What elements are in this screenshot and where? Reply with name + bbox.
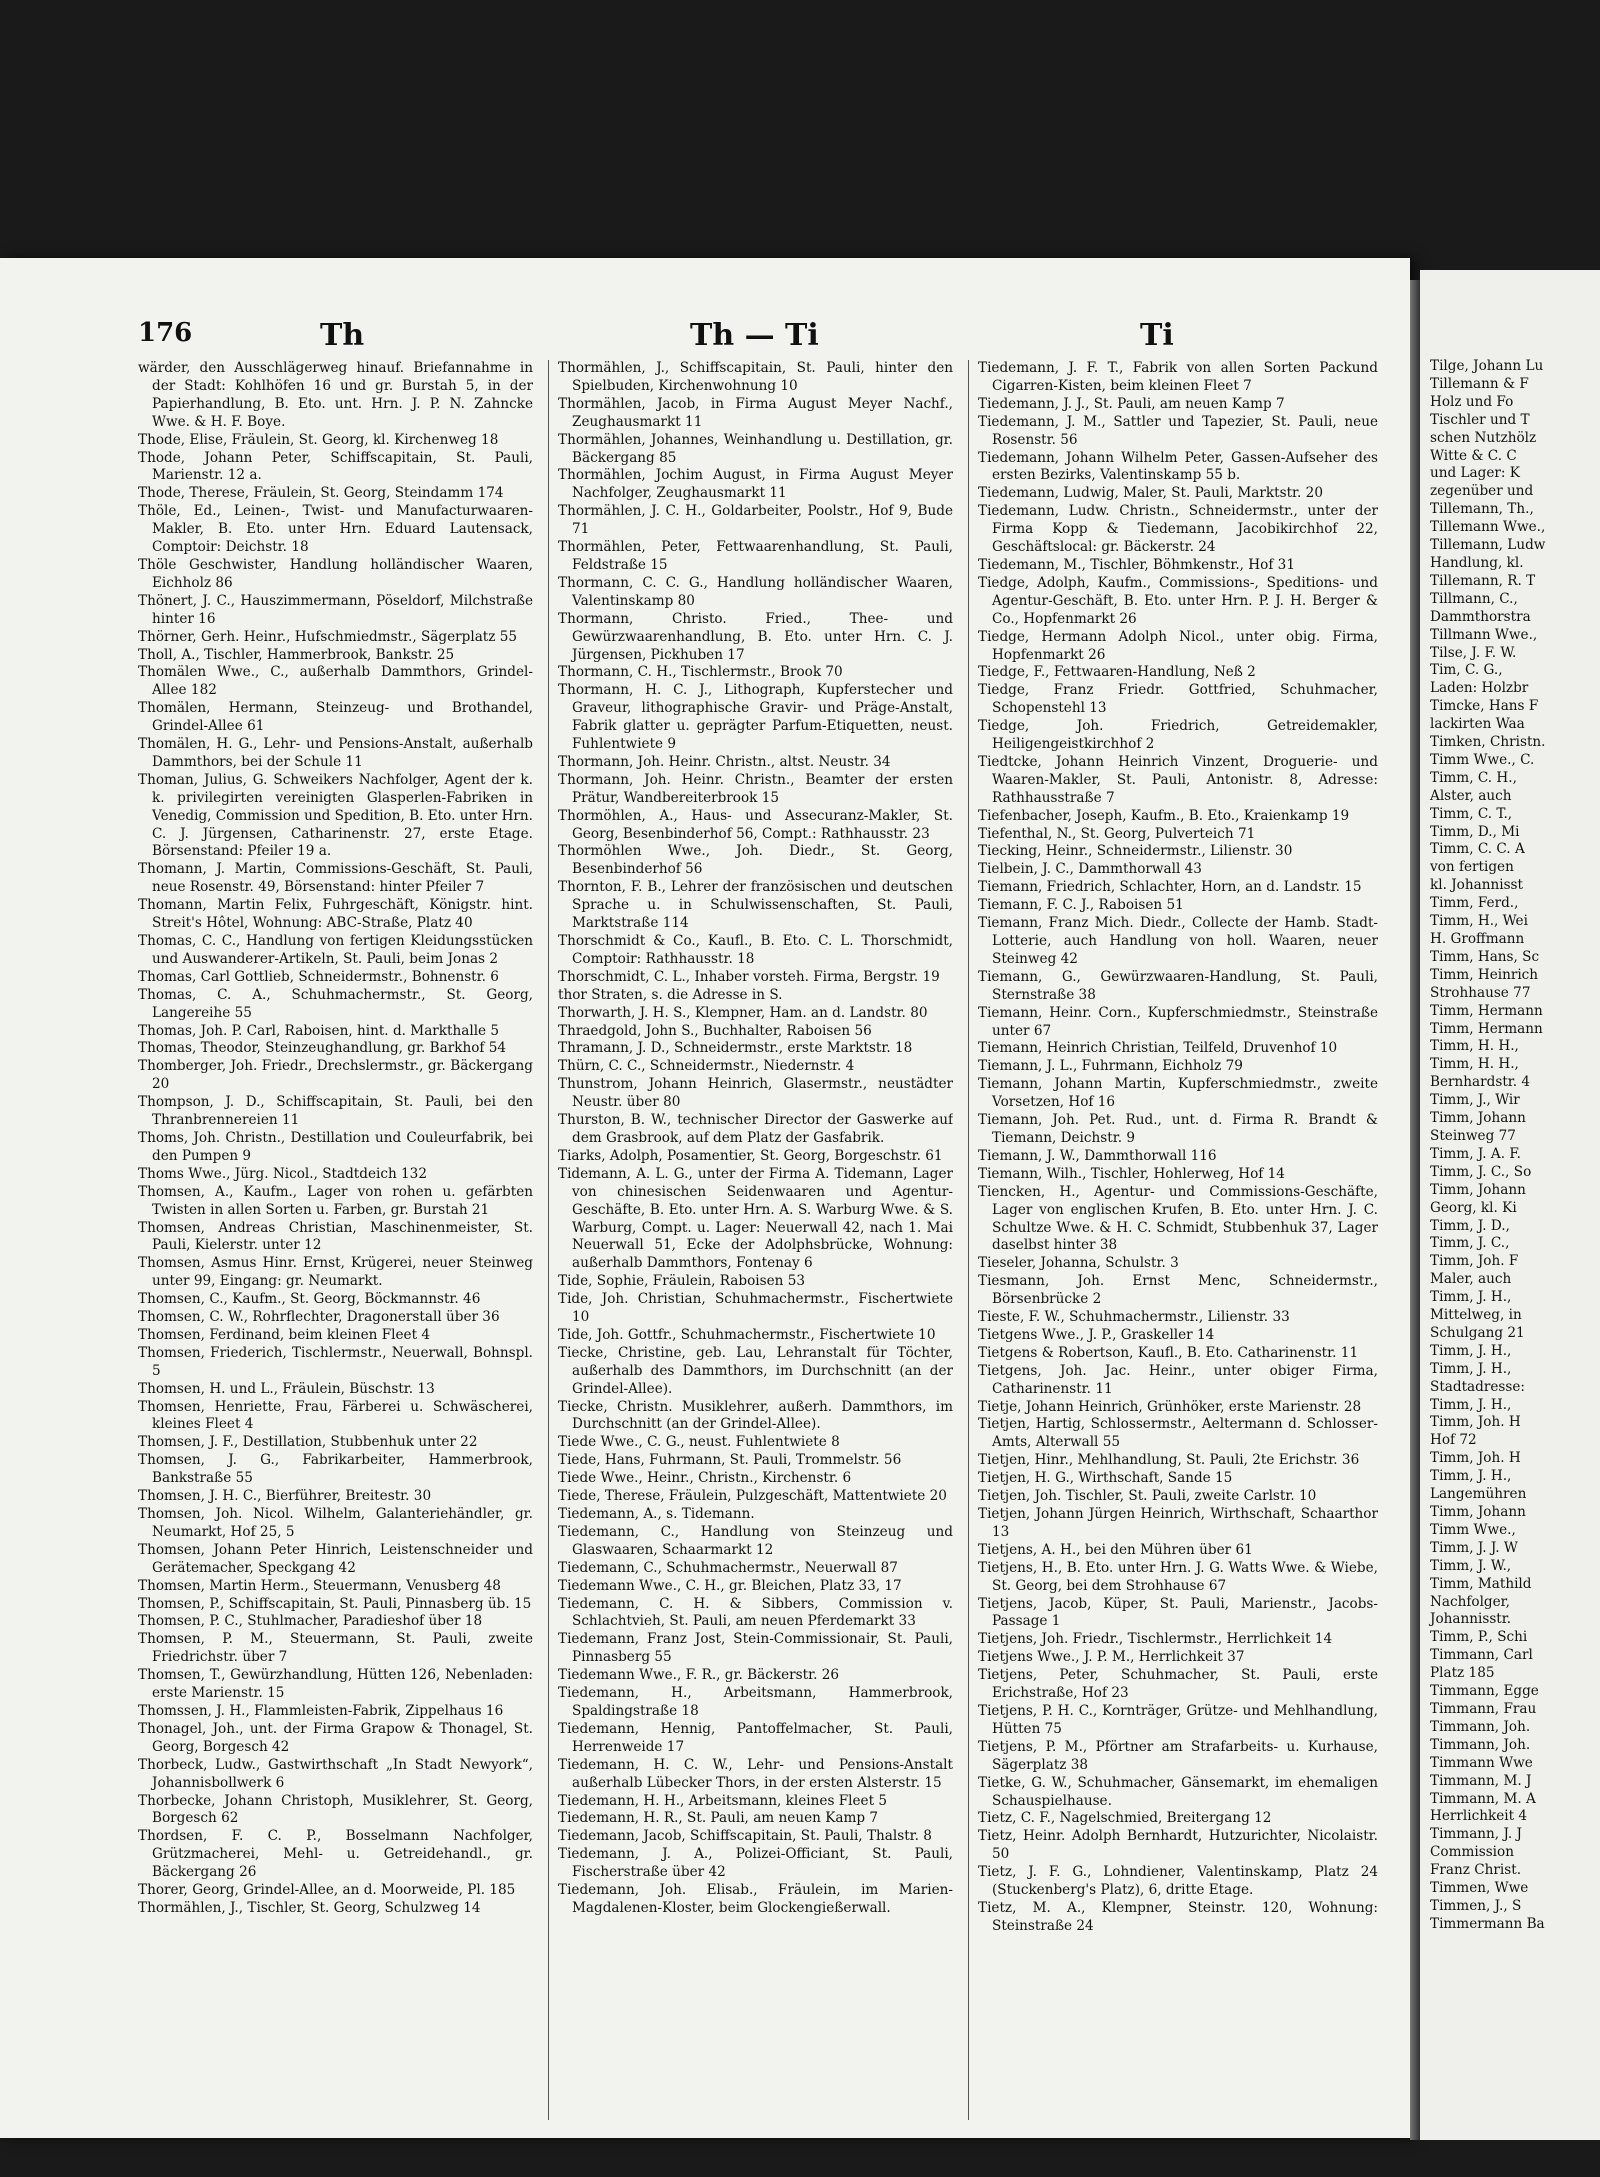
- directory-entry: Thormöhlen, A., Haus- und Assecuranz-Makler, St. Georg, Besenbinderhof 56, Compt.: Rathhausstr. 23: [558, 807, 953, 842]
- adjacent-entry: Nachfolger,: [1430, 1593, 1511, 1610]
- directory-entry: Thormann, Joh. Heinr. Christn., altst. Neustr. 34: [558, 753, 891, 770]
- directory-entry: Thomsen, T., Gewürzhandlung, Hütten 126, Nebenladen: erste Marienstr. 15: [138, 1667, 533, 1702]
- directory-entry: Tiemann, Heinrich Christian, Teilfeld, Druvenhof 10: [978, 1040, 1338, 1057]
- directory-entry: Tide, Sophie, Fräulein, Raboisen 53: [558, 1273, 805, 1290]
- directory-entry: Thorbecke, Johann Christoph, Musiklehrer, St. Georg, Borgesch 62: [138, 1792, 533, 1827]
- directory-entry: Thoman, Julius, G. Schweikers Nachfolger, Agent der k. k. privilegirten vereinigten Glasperlen-Fabriken in Venedig, Commission und Spedition, B. Eto. unter Hrn. C. J. Jürgensen, Catharinenstr. 27, erste Etage. Börsenstand: Pfeiler 19 a.: [138, 771, 533, 860]
- directory-entry: Thorschmidt, C. L., Inhaber vorsteh. Firma, Bergstr. 19: [558, 968, 940, 985]
- directory-entry: Thormählen, Peter, Fettwaarenhandlung, St. Pauli, Feldstraße 15: [558, 539, 953, 573]
- adjacent-entry: und Lager: K: [1430, 465, 1520, 482]
- directory-entry: Tietke, G. W., Schuhmacher, Gänsemarkt, im ehemaligen Schauspielhause.: [978, 1774, 1378, 1809]
- adjacent-entry: Tilse, J. F. W.: [1430, 644, 1517, 661]
- directory-entry: Thorschmidt & Co., Kaufl., B. Eto. C. L. Thorschmidt, Comptoir: Rathhausstr. 18: [558, 933, 953, 967]
- adjacent-entry: Timm, D., Mi: [1430, 823, 1520, 840]
- directory-entry: Thomsen, Joh. Nicol. Wilhelm, Galanteriehändler, gr. Neumarkt, Hof 25, 5: [138, 1506, 533, 1540]
- adjacent-entry: Timmann, Joh.: [1430, 1718, 1531, 1735]
- directory-entry: Thode, Elise, Fräulein, St. Georg, kl. Kirchenweg 18: [138, 431, 499, 448]
- adjacent-entry: Timm, Hermann: [1430, 1002, 1543, 1019]
- directory-entry: Tiedemann, Jacob, Schiffscapitain, St. Pauli, Thalstr. 8: [558, 1828, 932, 1845]
- directory-entry: Thomas, C. A., Schuhmachermstr., St. Georg, Langereihe 55: [138, 986, 533, 1021]
- directory-entry: Thormöhlen Wwe., Joh. Diedr., St. Georg, Besenbinderhof 56: [558, 843, 953, 878]
- adjacent-entry: kl. Johannisst: [1430, 877, 1523, 894]
- adjacent-entry: Timm, J. D.,: [1430, 1217, 1510, 1234]
- directory-entry: Thordsen, F. C. P., Bosselmann Nachfolger, Grützmacherei, Mehl- u. Getreidehandl., gr. Bäckergang 26: [138, 1828, 533, 1881]
- directory-entry: Thomas, Joh. P. Carl, Raboisen, hint. d. Markthalle 5: [138, 1022, 500, 1039]
- directory-entry: Tiarks, Adolph, Posamentier, St. Georg, Borgeschstr. 61: [558, 1147, 943, 1164]
- directory-entry: Tidemann, A. L. G., unter der Firma A. Tidemann, Lager von chinesischen Seidenwaaren und Agentur-Geschäfte, B. Eto. unter Hrn. A. S. Warburg Wwe. & S. Warburg, Compt. u. Lager: Neuerwall 42, nach 1. Mai Neuerwall 51, Ecke der Adolphsbrücke, Wohnung: außerhalb Dammthors, Fontenay 6: [558, 1165, 953, 1272]
- directory-entry: Thomsen, C., Kaufm., St. Georg, Böckmannstr. 46: [138, 1291, 481, 1308]
- directory-entry: Thürn, C. C., Schneidermstr., Niedernstr. 4: [558, 1058, 855, 1075]
- directory-entry: Thonagel, Joh., unt. der Firma Grapow & Thonagel, St. Georg, Borgesch 42: [138, 1720, 533, 1755]
- adjacent-entry: H. Groffmann: [1430, 931, 1525, 947]
- adjacent-entry: Timm Wwe., C.: [1430, 751, 1535, 768]
- directory-columns: [138, 360, 1388, 2120]
- directory-entry: Thomsen, J. F., Destillation, Stubbenhuk unter 22: [138, 1434, 478, 1451]
- adjacent-entry: Tillemann, R. T: [1430, 572, 1536, 589]
- directory-entry: Thomberger, Joh. Friedr., Drechslermstr., gr. Bäckergang 20: [138, 1058, 533, 1093]
- adjacent-entry: zegenüber und: [1430, 483, 1534, 500]
- adjacent-entry: Strohhause 77: [1430, 984, 1531, 1001]
- directory-entry: Thöle, Ed., Leinen-, Twist- und Manufacturwaaren-Makler, B. Eto. unter Hrn. Eduard Lautensack, Comptoir: Deichstr. 18: [138, 503, 533, 556]
- adjacent-entry: Tillemann, Ludw: [1430, 537, 1546, 554]
- directory-entry: Tiedemann, Ludwig, Maler, St. Pauli, Marktstr. 20: [978, 485, 1323, 502]
- directory-entry: Tietjens, Jacob, Küper, St. Pauli, Marienstr., Jacobs-Passage 1: [978, 1595, 1378, 1630]
- directory-entry: Thomssen, J. H., Flammleisten-Fabrik, Zippelhaus 16: [138, 1702, 504, 1719]
- adjacent-entry: Timm, J. H.,: [1430, 1289, 1512, 1306]
- adjacent-entry: Herrlichkeit 4: [1430, 1808, 1528, 1825]
- directory-entry: Tietz, Heinr. Adolph Bernhardt, Hutzurichter, Nicolaistr. 50: [978, 1828, 1378, 1863]
- directory-entry: Tiedemann, H. H., Arbeitsmann, kleines Fleet 5: [558, 1792, 888, 1809]
- adjacent-entry: Timm, J. W.,: [1430, 1557, 1512, 1574]
- adjacent-entry: Timmen, J., S: [1430, 1897, 1522, 1914]
- adjacent-entry: Timmermann Ba: [1430, 1915, 1545, 1932]
- directory-entry: Tiemann, J. L., Fuhrmann, Eichholz 79: [978, 1058, 1243, 1075]
- directory-entry: Thormählen, J. C. H., Goldarbeiter, Poolstr., Hof 9, Bude 71: [558, 503, 953, 538]
- directory-entry: Thörner, Gerh. Heinr., Hufschmiedmstr., Sägerplatz 55: [138, 628, 518, 645]
- page-number: 176: [138, 318, 193, 348]
- directory-entry: Tiemann, Joh. Pet. Rud., unt. d. Firma R. Brandt & Tiemann, Deichstr. 9: [978, 1112, 1378, 1146]
- directory-entry: Tietjen, Johann Jürgen Heinrich, Wirthschaft, Schaarthor 13: [978, 1506, 1378, 1540]
- adjacent-entry: Timmen, Wwe: [1430, 1880, 1529, 1897]
- adjacent-entry: Timm, J. C.,: [1430, 1235, 1510, 1252]
- directory-entry: Thomsen, C. W., Rohrflechter, Dragonerstall über 36: [138, 1309, 500, 1326]
- adjacent-entry: Timmann, Carl: [1430, 1647, 1533, 1664]
- adjacent-entry: Laden: Holzbr: [1430, 680, 1529, 697]
- adjacent-entry: Steinweg 77: [1430, 1127, 1516, 1144]
- directory-entry: Tiedemann, Franz Jost, Stein-Commissionair, St. Pauli, Pinnasberg 55: [558, 1631, 953, 1666]
- directory-entry: Tietjens, Joh. Friedr., Tischlermstr., Herrlichkeit 14: [978, 1631, 1333, 1648]
- column-3: [978, 360, 1378, 2120]
- directory-entry: Tiedemann Wwe., C. H., gr. Bleichen, Platz 33, 17: [558, 1577, 902, 1594]
- directory-entry: Tiedemann, C. H. & Sibbers, Commission v. Schlachtvieh, St. Pauli, am neuen Pferdemarkt 33: [558, 1595, 953, 1630]
- adjacent-entry: Timm, Ferd.,: [1430, 895, 1519, 912]
- column-2: [558, 360, 953, 2120]
- adjacent-entry: von fertigen: [1430, 859, 1514, 876]
- directory-entry: Tiefenthal, N., St. Georg, Pulverteich 71: [978, 825, 1256, 842]
- directory-entry: Thomsen, Ferdinand, beim kleinen Fleet 4: [138, 1326, 431, 1343]
- adjacent-entry: Timken, Christn.: [1430, 734, 1546, 751]
- adjacent-entry: Tillmann Wwe.,: [1430, 626, 1538, 643]
- directory-entry: Tiemann, Johann Martin, Kupferschmiedmstr., zweite Vorsetzen, Hof 16: [978, 1076, 1378, 1111]
- adjacent-entry: Timm, Johann: [1430, 1181, 1526, 1198]
- directory-entry: Tielbein, J. C., Dammthorwall 43: [978, 861, 1202, 878]
- directory-entry: Thorer, Georg, Grindel-Allee, an d. Moorweide, Pl. 185: [138, 1882, 516, 1899]
- directory-entry: Thompson, J. D., Schiffscapitain, St. Pauli, bei den Thranbrennereien 11: [138, 1094, 533, 1129]
- running-head-right: Ti: [1140, 318, 1174, 353]
- directory-entry: Thomas, Carl Gottlieb, Schneidermstr., Bohnenstr. 6: [138, 968, 499, 985]
- directory-entry: Tiemann, Friedrich, Schlachter, Horn, an d. Landstr. 15: [978, 879, 1362, 896]
- directory-entry: Tiedemann, Johann Wilhelm Peter, Gassen-Aufseher des ersten Bezirks, Valentinskamp 55 b.: [978, 449, 1378, 484]
- directory-entry: Tietjen, Joh. Tischler, St. Pauli, zweite Carlstr. 10: [978, 1488, 1317, 1505]
- adjacent-entry: Langemühren: [1430, 1486, 1527, 1503]
- adjacent-entry: Timm, C. T.,: [1430, 805, 1513, 822]
- directory-entry: Tietjens, P. M., Pförtner am Strafarbeits- u. Kurhause, Sägerplatz 38: [978, 1738, 1378, 1773]
- adjacent-entry: Timm, J. H.,: [1430, 1360, 1512, 1377]
- directory-entry: Tietjens, Peter, Schuhmacher, St. Pauli, erste Erichstraße, Hof 23: [978, 1667, 1378, 1702]
- directory-entry: Thomann, J. Martin, Commissions-Geschäft, St. Pauli, neue Rosenstr. 49, Börsenstand: hinter Pfeiler 7: [138, 861, 533, 896]
- directory-entry: Tietz, M. A., Klempner, Steinstr. 120, Wohnung: Steinstraße 24: [978, 1899, 1378, 1934]
- adjacent-entry: schen Nutzhölz: [1430, 429, 1537, 446]
- adjacent-entry: Tillmann, C.,: [1430, 590, 1518, 607]
- adjacent-entry: Timm, J. H.,: [1430, 1468, 1512, 1485]
- adjacent-entry: Hof 72: [1430, 1432, 1477, 1449]
- adjacent-entry: Timmann, M. A: [1430, 1790, 1536, 1807]
- adjacent-entry: Handlung, kl.: [1430, 554, 1524, 571]
- directory-entry: Thraedgold, John S., Buchhalter, Raboisen 56: [558, 1022, 872, 1039]
- directory-entry: Tiedemann, A., s. Tidemann.: [558, 1506, 755, 1522]
- directory-entry: Tiede, Therese, Fräulein, Pulzgeschäft, Mattentwiete 20: [558, 1488, 947, 1505]
- directory-entry: Thomas, Theodor, Steinzeughandlung, gr. Barkhof 54: [138, 1040, 507, 1057]
- directory-entry: Tietje, Johann Heinrich, Grünhöker, erste Marienstr. 28: [978, 1398, 1362, 1415]
- adjacent-entry: Tilge, Johann Lu: [1430, 358, 1544, 374]
- adjacent-entry: Timm, C. C. A: [1430, 841, 1525, 858]
- adjacent-page-column: [1430, 358, 1600, 1934]
- directory-entry: Thormann, Joh. Heinr. Christn., Beamter der ersten Prätur, Wandbereiterbrook 15: [558, 771, 953, 806]
- directory-entry: Tieste, F. W., Schuhmachermstr., Lilienstr. 33: [978, 1309, 1290, 1326]
- adjacent-entry: Timm, Hans, Sc: [1430, 948, 1540, 965]
- adjacent-entry: Tillemann & F: [1430, 375, 1529, 392]
- directory-entry: Tietjen, H. G., Wirthschaft, Sande 15: [978, 1470, 1233, 1487]
- adjacent-entry: Timm, Mathild: [1430, 1575, 1532, 1592]
- directory-entry: Tiemann, Franz Mich. Diedr., Collecte der Hamb. Stadt-Lotterie, auch Handlung von holl. Waaren, neuer Steinweg 42: [978, 915, 1378, 967]
- adjacent-entry: Timm, H., Wei: [1430, 913, 1528, 930]
- directory-entry: Thomsen, Andreas Christian, Maschinenmeister, St. Pauli, Kielerstr. unter 12: [138, 1219, 533, 1254]
- adjacent-entry: Timm, J., Wir: [1430, 1092, 1520, 1109]
- directory-entry: Tiedemann, J. F. T., Fabrik von allen Sorten Packund Cigarren-Kisten, beim kleinen Fleet 7: [978, 360, 1378, 394]
- adjacent-entry: Commission: [1430, 1844, 1514, 1861]
- adjacent-entry: Georg, kl. Ki: [1430, 1199, 1517, 1216]
- directory-entry: Tiedemann, J. M., Sattler und Tapezier, St. Pauli, neue Rosenstr. 56: [978, 413, 1378, 448]
- directory-entry: Thomsen, P. C., Stuhlmacher, Paradieshof über 18: [138, 1613, 483, 1630]
- adjacent-entry: Franz Christ.: [1430, 1862, 1522, 1879]
- directory-entry: Tietjen, Hinr., Mehlhandlung, St. Pauli, 2te Erichstr. 36: [978, 1452, 1360, 1469]
- adjacent-entry: Schulgang 21: [1430, 1324, 1525, 1341]
- directory-entry: Tiecke, Christn. Musiklehrer, außerh. Dammthors, im Durchschnitt (an der Grindel-Allee).: [558, 1398, 953, 1433]
- adjacent-entry: Tillemann Wwe.,: [1430, 519, 1546, 536]
- directory-entry: Thormählen, J., Tischler, St. Georg, Schulzweg 14: [138, 1899, 481, 1916]
- adjacent-entry: Maler, auch: [1430, 1271, 1512, 1288]
- directory-entry: wärder, den Ausschlägerweg hinauf. Briefannahme in der Stadt: Kohlhöfen 16 und gr. Burstah 5, in der Papierhandlung, B. Eto. unt. Hrn. J. P. N. Zahncke Wwe. & H. F. Boye.: [138, 360, 533, 430]
- directory-entry: Tiefenbacher, Joseph, Kaufm., B. Eto., Kraienkamp 19: [978, 807, 1350, 824]
- directory-entry: Thorbeck, Ludw., Gastwirthschaft „In Stadt Newyork“, Johannisbollwerk 6: [138, 1756, 533, 1791]
- adjacent-entry: Platz 185: [1430, 1665, 1495, 1682]
- directory-entry: Thomälen Wwe., C., außerhalb Dammthors, Grindel-Allee 182: [138, 664, 533, 699]
- adjacent-entry: Bernhardstr. 4: [1430, 1074, 1531, 1091]
- adjacent-entry: lackirten Waa: [1430, 716, 1525, 733]
- directory-entry: Tiemann, Heinr. Corn., Kupferschmiedmstr., Steinstraße unter 67: [978, 1004, 1378, 1039]
- directory-entry: Thomsen, Henriette, Frau, Färberei u. Schwäscherei, kleines Fleet 4: [138, 1398, 533, 1433]
- running-head-middle: Th — Ti: [690, 318, 819, 353]
- adjacent-entry: Timm, J. C., So: [1430, 1163, 1532, 1180]
- directory-entry: Tiedemann, J. A., Polizei-Officiant, St. Pauli, Fischerstraße über 42: [558, 1846, 953, 1881]
- directory-entry: Thomas, C. C., Handlung von fertigen Kleidungsstücken und Auswanderer-Artikeln, St. Pauli, beim Jonas 2: [138, 933, 533, 967]
- page-header: [0, 318, 1410, 358]
- directory-entry: Tiedtcke, Johann Heinrich Vinzent, Droguerie- und Waaren-Makler, St. Pauli, Antonistr. 8, Adresse: Rathhausstraße 7: [978, 753, 1378, 806]
- directory-entry: Thormählen, Johannes, Weinhandlung u. Destillation, gr. Bäckergang 85: [558, 431, 953, 466]
- adjacent-entry: Timm, J. H.,: [1430, 1342, 1512, 1359]
- adjacent-entry: Timm Wwe.,: [1430, 1521, 1516, 1538]
- directory-entry: Thomälen, H. G., Lehr- und Pensions-Anstalt, außerhalb Dammthors, bei der Schule 11: [138, 736, 533, 770]
- directory-entry: Tiedemann Wwe., F. R., gr. Bäckerstr. 26: [558, 1667, 840, 1684]
- adjacent-entry: Timm, H. H.,: [1430, 1038, 1519, 1055]
- directory-entry: Tieseler, Johanna, Schulstr. 3: [978, 1255, 1179, 1272]
- adjacent-entry: Timm, J. A. F.: [1430, 1145, 1521, 1162]
- adjacent-entry: Timmann Wwe: [1430, 1754, 1533, 1771]
- directory-entry: Thomsen, H. und L., Fräulein, Büschstr. 13: [138, 1380, 435, 1397]
- directory-entry: Tietjens, P. H. C., Kornträger, Grütze- und Mehlhandlung, Hütten 75: [978, 1702, 1378, 1737]
- directory-entry: Tietz, J. F. G., Lohndiener, Valentinskamp, Platz 24 (Stuckenberg's Platz), 6, dritte Etage.: [978, 1864, 1378, 1899]
- directory-entry: Thode, Therese, Fräulein, St. Georg, Steindamm 174: [138, 485, 504, 502]
- column-rule: [548, 360, 549, 2120]
- directory-entry: Tiedge, Franz Friedr. Gottfried, Schuhmacher, Schopenstehl 13: [978, 682, 1378, 717]
- directory-entry: Tiedemann, C., Handlung von Steinzeug und Glaswaaren, Schaarmarkt 12: [558, 1523, 953, 1558]
- directory-entry: Thoms Wwe., Jürg. Nicol., Stadtdeich 132: [138, 1165, 427, 1182]
- directory-entry: Thormählen, J., Schiffscapitain, St. Pauli, hinter den Spielbuden, Kirchenwohnung 10: [558, 360, 953, 394]
- adjacent-entry: Timm, P., Schi: [1430, 1629, 1528, 1646]
- directory-entry: thor Straten, s. die Adresse in S.: [558, 986, 783, 1003]
- adjacent-entry: Tischler und T: [1430, 411, 1530, 428]
- directory-entry: Tiecke, Christine, geb. Lau, Lehranstalt für Töchter, außerhalb des Dammthors, im Durchschnitt (an der Grindel-Allee).: [558, 1344, 953, 1397]
- directory-entry: Thomsen, P. M., Steuermann, St. Pauli, zweite Friedrichstr. über 7: [138, 1631, 533, 1666]
- directory-entry: Thoms, Joh. Christn., Destillation und Couleurfabrik, bei den Pumpen 9: [138, 1129, 533, 1164]
- directory-entry: Thormann, C. C. G., Handlung holländischer Waaren, Valentinskamp 80: [558, 574, 953, 609]
- adjacent-entry: Timm, Joh. F: [1430, 1253, 1519, 1270]
- directory-entry: Tiedemann, M., Tischler, Böhmkenstr., Hof 31: [978, 556, 1295, 573]
- directory-entry: Thomsen, Friederich, Tischlermstr., Neuerwall, Bohnspl. 5: [138, 1344, 533, 1379]
- directory-entry: Tiemann, G., Gewürzwaaren-Handlung, St. Pauli, Sternstraße 38: [978, 968, 1378, 1003]
- directory-entry: Thomann, Martin Felix, Fuhrgeschäft, Königstr. hint. Streit's Hôtel, Wohnung: ABC-Straße, Platz 40: [138, 897, 533, 932]
- directory-entry: Thode, Johann Peter, Schiffscapitain, St. Pauli, Marienstr. 12 a.: [138, 449, 533, 484]
- directory-entry: Tiedemann, Ludw. Christn., Schneidermstr., unter der Firma Kopp & Tiedemann, Jacobikirchhof 22, Geschäftslocal: gr. Bäckerstr. 24: [978, 503, 1378, 556]
- directory-entry: Tiedge, Adolph, Kaufm., Commissions-, Speditions- und Agentur-Geschäft, B. Eto. unter Hrn. P. J. H. Berger & Co., Hopfenmarkt 26: [978, 574, 1378, 627]
- directory-entry: Tiedge, Joh. Friedrich, Getreidemakler, Heiligengeistkirchhof 2: [978, 718, 1378, 753]
- directory-entry: Thornton, F. B., Lehrer der französischen und deutschen Sprache u. in Schulwissenschaften, St. Pauli, Marktstraße 114: [558, 879, 953, 932]
- adjacent-entry: Timm, Hermann: [1430, 1020, 1543, 1037]
- column-rule: [968, 360, 969, 2120]
- directory-entry: Tietgens, Joh. Jac. Heinr., unter obiger Firma, Catharinenstr. 11: [978, 1362, 1378, 1397]
- adjacent-entry: Timmann, M. J: [1430, 1772, 1532, 1789]
- directory-page: [0, 258, 1410, 2138]
- directory-entry: Thurston, B. W., technischer Director der Gaswerke auf dem Grasbrook, auf dem Platz der Gasfabrik.: [558, 1112, 953, 1146]
- directory-entry: Thomsen, Johann Peter Hinrich, Leistenschneider und Gerätemacher, Speckgang 42: [138, 1541, 533, 1576]
- directory-entry: Thormann, C. H., Tischlermstr., Brook 70: [558, 664, 843, 681]
- directory-entry: Tiedemann, Hennig, Pantoffelmacher, St. Pauli, Herrenweide 17: [558, 1720, 953, 1755]
- adjacent-entry: Timm, J. H.,: [1430, 1396, 1512, 1413]
- directory-entry: Thöle Geschwister, Handlung holländischer Waaren, Eichholz 86: [138, 556, 533, 591]
- directory-entry: Thomälen, Hermann, Steinzeug- und Brothandel, Grindel-Allee 61: [138, 700, 533, 735]
- adjacent-entry: Dammthorstra: [1430, 608, 1531, 625]
- running-head-left: Th: [320, 318, 365, 353]
- adjacent-entry: Stadtadresse:: [1430, 1378, 1525, 1395]
- directory-entry: Tietjens, H., B. Eto. unter Hrn. J. G. Watts Wwe. & Wiebe, St. Georg, bei dem Strohhause 67: [978, 1559, 1378, 1594]
- adjacent-entry: Timm, Joh. H: [1430, 1414, 1521, 1431]
- adjacent-entry: Tillemann, Th.,: [1430, 501, 1534, 518]
- adjacent-entry: Timmann, J. J: [1430, 1826, 1522, 1843]
- directory-entry: Thramann, J. D., Schneidermstr., erste Marktstr. 18: [558, 1040, 913, 1057]
- directory-entry: Tietjens Wwe., J. P. M., Herrlichkeit 37: [978, 1649, 1245, 1666]
- adjacent-page: [1420, 270, 1600, 2140]
- adjacent-entry: Timm, J. J. W: [1430, 1539, 1518, 1556]
- directory-entry: Tiemann, F. C. J., Raboisen 51: [978, 897, 1184, 914]
- directory-entry: Tietjens, A. H., bei den Mühren über 61: [978, 1541, 1253, 1558]
- adjacent-entry: Timmann, Frau: [1430, 1700, 1537, 1717]
- directory-entry: Tietjen, Hartig, Schlossermstr., Aeltermann d. Schlosser-Amts, Alterwall 55: [978, 1416, 1378, 1451]
- directory-entry: Tiemann, J. W., Dammthorwall 116: [978, 1147, 1217, 1164]
- adjacent-entry: Timm, Joh. H: [1430, 1450, 1521, 1467]
- column-1: [138, 360, 533, 2120]
- directory-entry: Thorwarth, J. H. S., Klempner, Ham. an d. Landstr. 80: [558, 1004, 928, 1021]
- adjacent-entry: Timm, Heinrich: [1430, 966, 1539, 983]
- adjacent-entry: Holz und Fo: [1430, 393, 1514, 410]
- directory-entry: Thomsen, P., Schiffscapitain, St. Pauli, Pinnasberg üb. 15: [138, 1595, 532, 1612]
- directory-entry: Thormann, Christo. Fried., Thee- und Gewürzwaarenhandlung, B. Eto. unter Hrn. C. J. Jürgensen, Pickhuben 17: [558, 610, 953, 663]
- directory-entry: Tiedemann, J. J., St. Pauli, am neuen Kamp 7: [978, 395, 1285, 412]
- directory-entry: Tiedemann, C., Schuhmachermstr., Neuerwall 87: [558, 1559, 898, 1576]
- adjacent-entry: Timm, H. H.,: [1430, 1056, 1519, 1073]
- directory-entry: Tiedemann, H. R., St. Pauli, am neuen Kamp 7: [558, 1810, 879, 1827]
- adjacent-entry: Timm, C. H.,: [1430, 769, 1517, 786]
- directory-entry: Tholl, A., Tischler, Hammerbrook, Bankstr. 25: [138, 646, 455, 663]
- directory-entry: Thönert, J. C., Hauszimmermann, Pöseldorf, Milchstraße hinter 16: [138, 592, 533, 627]
- directory-entry: Tiedge, F., Fettwaaren-Handlung, Neß 2: [978, 664, 1256, 681]
- directory-entry: Thomsen, Asmus Hinr. Ernst, Krügerei, neuer Steinweg unter 99, Eingang: gr. Neumarkt.: [138, 1255, 533, 1290]
- directory-entry: Tiede Wwe., Heinr., Christn., Kirchenstr. 6: [558, 1470, 852, 1487]
- directory-entry: Thunstrom, Johann Heinrich, Glasermstr., neustädter Neustr. über 80: [558, 1076, 953, 1111]
- adjacent-entry: Timmann, Egge: [1430, 1683, 1539, 1700]
- adjacent-entry: Johannisstr.: [1430, 1611, 1512, 1628]
- directory-entry: Tiedemann, Joh. Elisab., Fräulein, im Marien-Magdalenen-Kloster, beim Glockengießerwall.: [558, 1882, 953, 1916]
- directory-entry: Tiede, Hans, Fuhrmann, St. Pauli, Trommelstr. 56: [558, 1452, 902, 1469]
- directory-entry: Tiedemann, H., Arbeitsmann, Hammerbrook, Spaldingstraße 18: [558, 1685, 953, 1719]
- directory-entry: Thomsen, Martin Herm., Steuermann, Venusberg 48: [138, 1577, 501, 1594]
- directory-entry: Tietgens Wwe., J. P., Graskeller 14: [978, 1326, 1215, 1343]
- directory-entry: Tiede Wwe., C. G., neust. Fuhlentwiete 8: [558, 1434, 840, 1451]
- adjacent-entry: Witte & C. C: [1430, 447, 1517, 464]
- adjacent-entry: Alster, auch: [1430, 787, 1512, 804]
- directory-entry: Thomsen, J. H. C., Bierführer, Breitestr. 30: [138, 1488, 432, 1505]
- directory-entry: Tide, Joh. Gottfr., Schuhmachermstr., Fischertwiete 10: [558, 1326, 936, 1343]
- directory-entry: Tiencken, H., Agentur- und Commissions-Geschäfte, Lager von englischen Krufen, B. Eto. unter Hrn. J. C. Schultze Wwe. & H. C. Schmidt, Stubbenhuk 37, Lager daselbst hinter 38: [978, 1183, 1378, 1254]
- directory-entry: Thomsen, A., Kaufm., Lager von rohen u. gefärbten Twisten in allen Sorten u. Farben, gr. Burstah 21: [138, 1183, 533, 1218]
- directory-entry: Thomsen, J. G., Fabrikarbeiter, Hammerbrook, Bankstraße 55: [138, 1452, 533, 1487]
- directory-entry: Tiesmann, Joh. Ernst Menc, Schneidermstr., Börsenbrücke 2: [978, 1273, 1378, 1308]
- directory-entry: Tiecking, Heinr., Schneidermstr., Lilienstr. 30: [978, 843, 1293, 860]
- adjacent-entry: Timm, Johann: [1430, 1110, 1526, 1127]
- directory-entry: Tiemann, Wilh., Tischler, Hohlerweg, Hof 14: [978, 1165, 1285, 1182]
- directory-entry: Tiedemann, H. C. W., Lehr- und Pensions-Anstalt außerhalb Lübecker Thors, in der ersten Alsterstr. 15: [558, 1756, 953, 1791]
- directory-entry: Tide, Joh. Christian, Schuhmachermstr., Fischertwiete 10: [558, 1291, 953, 1326]
- directory-entry: Thormann, H. C. J., Lithograph, Kupferstecher und Graveur, lithographische Gravir- und Präge-Anstalt, Fabrik glatter u. geprägter Parfum-Etiquetten, neust. Fuhlentwiete 9: [558, 682, 953, 753]
- adjacent-entry: Timmann, Joh.: [1430, 1736, 1531, 1753]
- directory-entry: Thormählen, Jacob, in Firma August Meyer Nachf., Zeughausmarkt 11: [558, 395, 953, 430]
- directory-entry: Tiedge, Hermann Adolph Nicol., unter obig. Firma, Hopfenmarkt 26: [978, 628, 1378, 663]
- adjacent-entry: Timm, Johann: [1430, 1504, 1526, 1520]
- directory-entry: Tietz, C. F., Nagelschmied, Breitergang 12: [978, 1810, 1272, 1827]
- adjacent-entry: Timcke, Hans F: [1430, 698, 1539, 715]
- adjacent-entry: Tim, C. G.,: [1430, 662, 1503, 679]
- directory-entry: Thormählen, Jochim August, in Firma August Meyer Nachfolger, Zeughausmarkt 11: [558, 467, 953, 502]
- directory-entry: Tietgens & Robertson, Kaufl., B. Eto. Catharinenstr. 11: [978, 1344, 1359, 1361]
- adjacent-entry: Mittelweg, in: [1430, 1307, 1522, 1324]
